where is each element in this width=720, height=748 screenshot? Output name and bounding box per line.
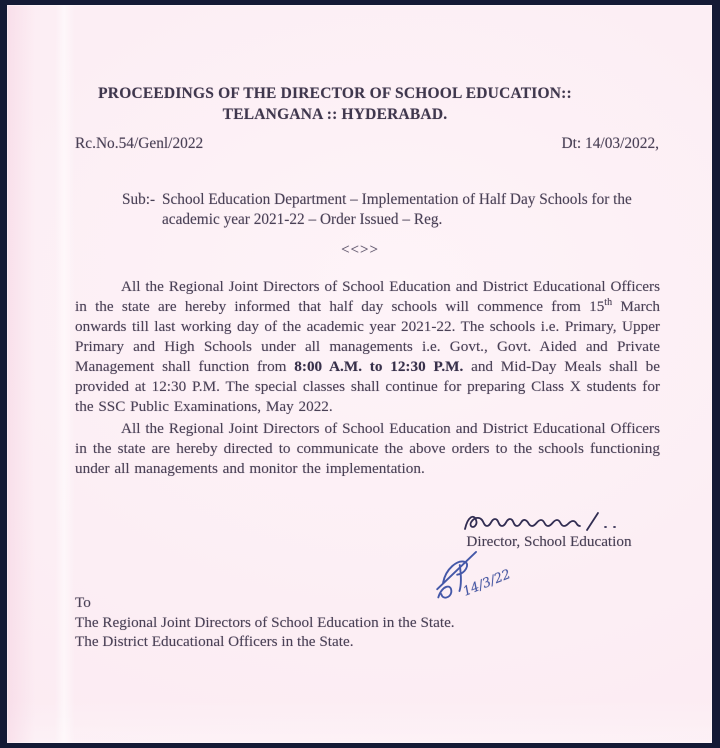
document-title-line2: TELANGANA :: HYDERABAD. <box>222 106 448 123</box>
addressee-line: The District Educational Officers in the State. <box>75 633 354 651</box>
bold-timing-text: 8:00 A.M. to 12:30 P.M. <box>294 358 464 375</box>
addressee-line: The Regional Joint Directors of School Education in the State. <box>75 613 455 631</box>
body-paragraph-2: All the Regional Joint Directors of School Education and District Educational Officers in the state are hereby directed to communicate the above orders to the schools functioning under all managements and monitor the implementation. <box>75 420 660 477</box>
body-text-segment: All the Regional Joint Directors of School Education and District Educational Officers in the state are hereby informed that half day schools will commence from 15 <box>75 278 660 315</box>
subject-text: School Education Department – Implementation of Half Day Schools for the academic year 2021-22 – Order Issued – Reg. <box>162 191 632 228</box>
document-title-line1: PROCEEDINGS OF THE DIRECTOR OF SCHOOL EDUCATION:: <box>98 85 572 102</box>
body-text-segment: March onwards till last working day of the academic year 2021-22. The schools i.e. Primary, Upper Primary and High Schools under all managements i.e. Govt., Govt. Aided and Private Management shall function from <box>75 298 660 375</box>
body-paragraph-1 <box>75 277 660 417</box>
section-separator: <<>> <box>341 242 379 258</box>
addressee-salutation: To <box>75 594 91 611</box>
addressees-block <box>75 593 455 652</box>
subject-block <box>122 190 652 229</box>
signatory-designation: Director, School Education <box>466 533 632 550</box>
document-title <box>75 83 595 125</box>
reference-row <box>75 135 659 153</box>
reference-date: Dt: 14/03/2022, <box>561 135 659 152</box>
document-page <box>7 5 712 743</box>
subject-label: Sub:- <box>122 191 156 208</box>
reference-number: Rc.No.54/Genl/2022 <box>75 135 204 152</box>
body-text-segment: and Mid-Day Meals shall be provided at 12:30 P.M. The special classes shall continue for preparing Class X students for the SSC Public Examinations, May 2022. <box>75 358 661 415</box>
handwritten-date: 14/3/22 <box>460 567 513 600</box>
ordinal-superscript: th <box>604 296 613 308</box>
